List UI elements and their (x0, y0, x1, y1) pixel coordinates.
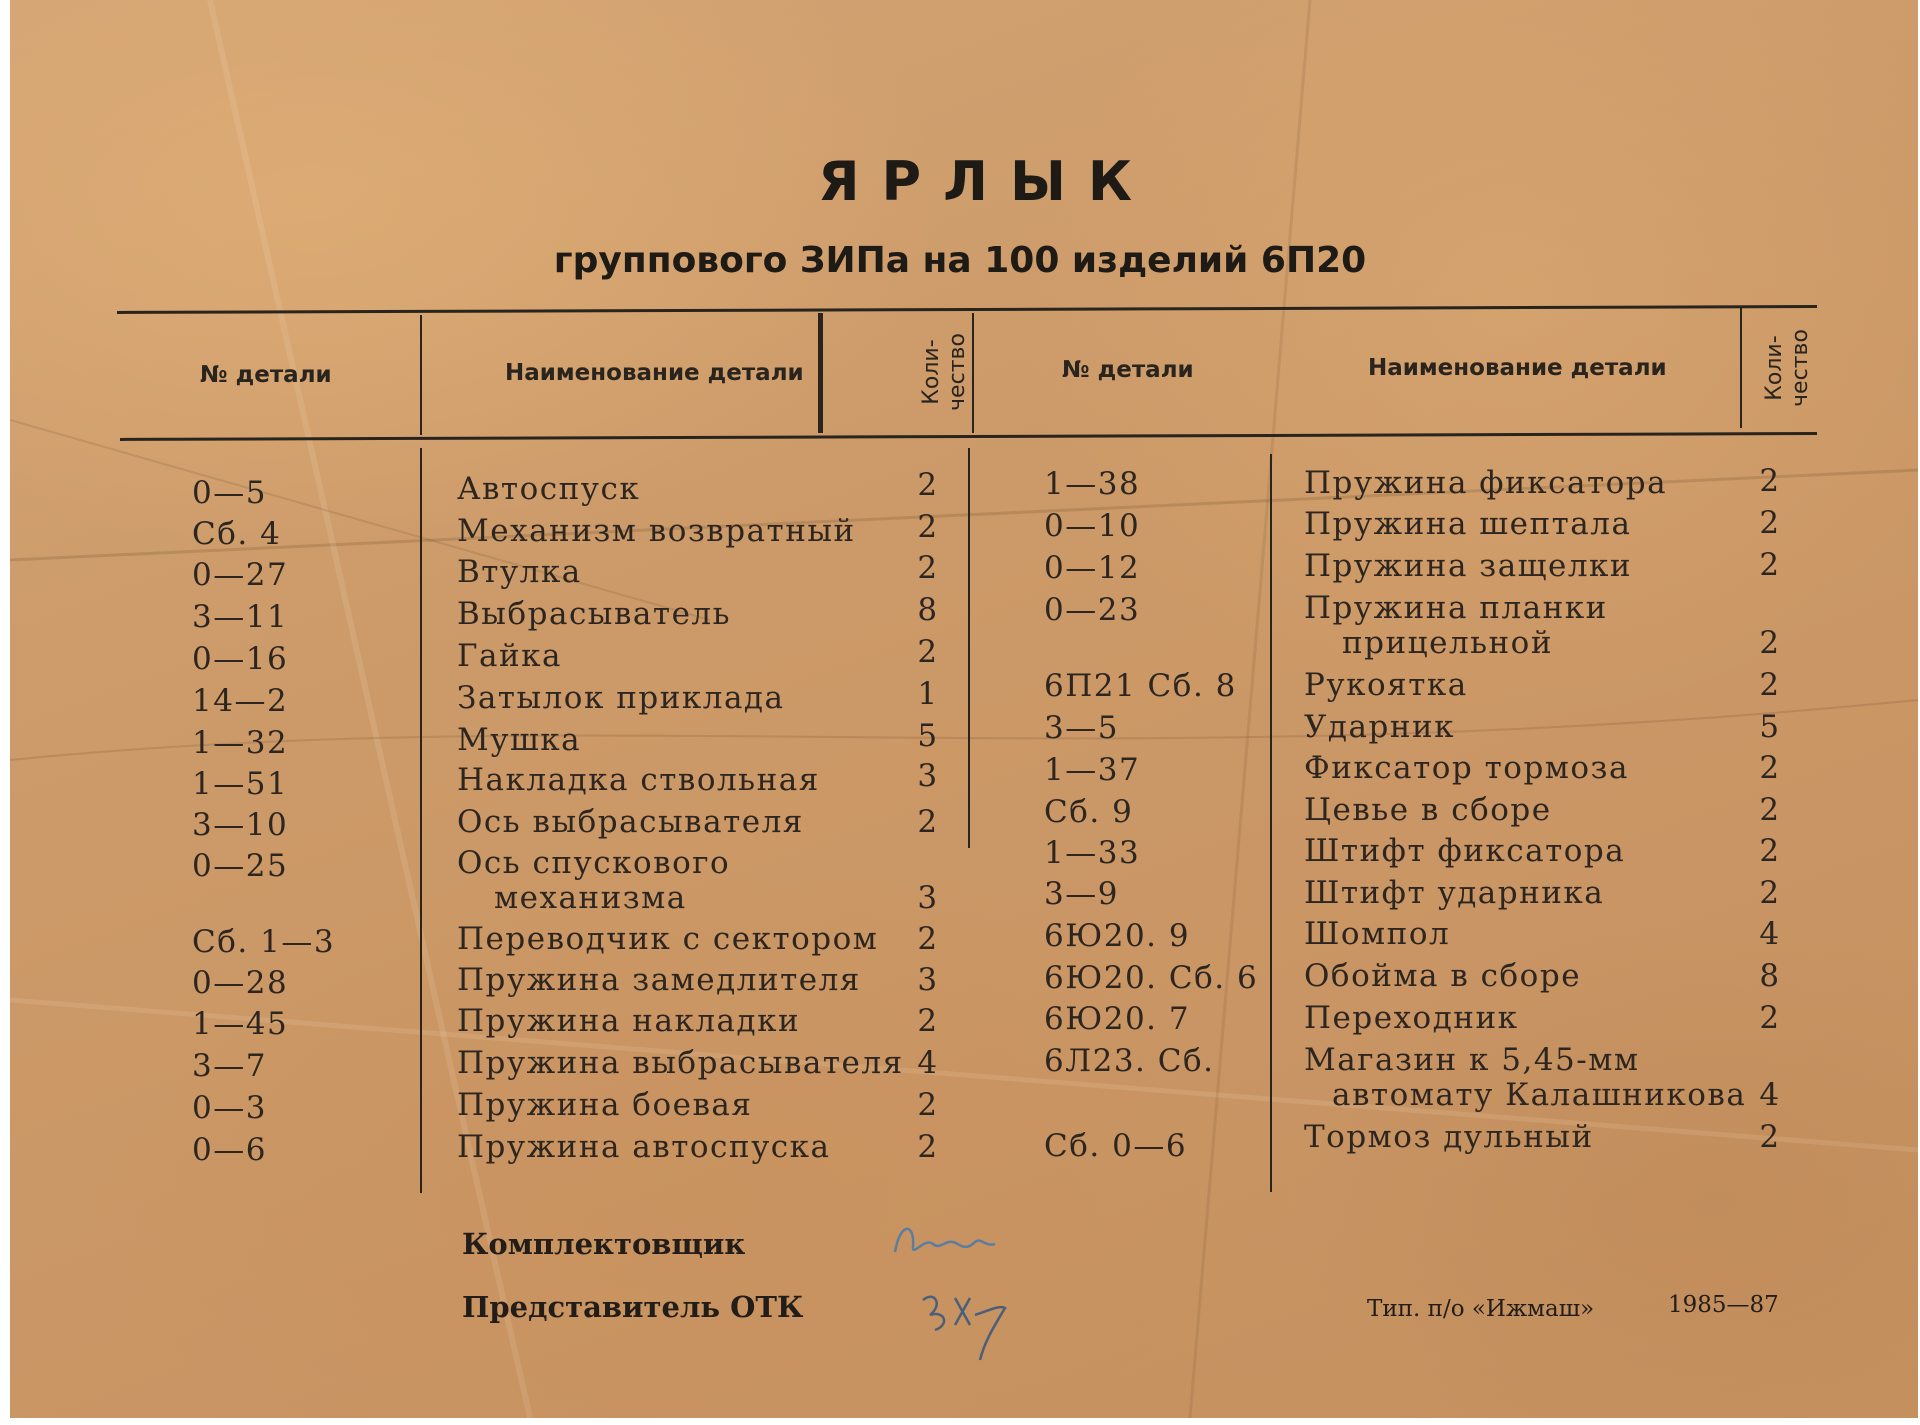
otk-representative-label: Представитель ОТК (462, 1290, 804, 1324)
table-cell-name: Пружина защелки (1304, 548, 1633, 584)
table-cell-no: 1—33 (1044, 835, 1141, 871)
table-cell-no: Сб. 4 (192, 516, 282, 552)
table-cell-qty: 3 (917, 758, 939, 794)
table-cell-no: 3—11 (192, 599, 289, 635)
table-cell-no: 0—28 (192, 965, 289, 1001)
table-cell-qty: 1 (917, 676, 939, 712)
table-cell-name: Штифт фиксатора (1304, 833, 1626, 869)
table-cell-name: Рукоятка (1304, 667, 1468, 703)
header-part-name-left: Наименование детали (505, 360, 804, 386)
table-cell-no: 0—12 (1044, 550, 1141, 586)
table-cell-name-cont: прицельной (1342, 625, 1554, 661)
table-cell-no: 0—23 (1044, 592, 1141, 628)
column-divider-2 (818, 313, 823, 433)
table-cell-qty: 2 (1759, 505, 1781, 541)
table-cell-no: 0—10 (1044, 508, 1141, 544)
table-cell-name: Переходник (1304, 1000, 1519, 1036)
table-header-rule (120, 432, 1817, 441)
header-part-no-right: № детали (1062, 357, 1194, 383)
packer-signature (885, 1212, 1005, 1272)
table-cell-qty: 2 (1759, 667, 1781, 703)
table-cell-qty: 3 (917, 880, 939, 916)
table-cell-no: 6П21 Сб. 8 (1044, 668, 1237, 704)
table-cell-no: 3—5 (1044, 710, 1119, 746)
table-cell-no: Сб. 9 (1044, 794, 1134, 830)
table-cell-qty: 5 (917, 718, 939, 754)
printer-imprint: Тип. п/о «Ижмаш» (1367, 1296, 1595, 1322)
table-cell-no: Сб. 1—3 (192, 924, 336, 960)
table-cell-name: Пружина фиксатора (1304, 465, 1668, 501)
table-cell-no: 0—6 (192, 1132, 267, 1168)
table-cell-no: 3—10 (192, 807, 289, 843)
table-cell-name: Выбрасыватель (457, 596, 731, 632)
table-cell-name: Переводчик с сектором (457, 921, 879, 957)
table-cell-qty: 2 (1759, 1000, 1781, 1036)
table-cell-no: 6Ю20. Сб. 6 (1044, 960, 1259, 996)
table-cell-name: Автоспуск (457, 471, 641, 507)
table-cell-name: Шомпол (1304, 916, 1451, 952)
table-cell-no: 0—5 (192, 475, 267, 511)
table-cell-no: 1—37 (1044, 752, 1141, 788)
packer-label: Комплектовщик (462, 1227, 746, 1261)
table-cell-name: Втулка (457, 554, 582, 590)
table-cell-no: Сб. 0—6 (1044, 1128, 1188, 1164)
table-cell-qty: 2 (1759, 750, 1781, 786)
table-cell-no: 0—3 (192, 1090, 267, 1126)
table-cell-qty: 2 (1759, 463, 1781, 499)
table-cell-no: 3—9 (1044, 876, 1119, 912)
table-cell-qty: 2 (1759, 625, 1781, 661)
table-cell-name: Мушка (457, 722, 582, 758)
table-cell-qty: 2 (917, 634, 939, 670)
printer-imprint-years: 1985—87 (1668, 1292, 1779, 1318)
table-cell-no: 1—51 (192, 766, 289, 802)
table-cell-qty: 2 (917, 1087, 939, 1123)
table-cell-name: Механизм возвратный (457, 513, 856, 549)
column-divider-1 (420, 315, 422, 435)
table-cell-no: 1—32 (192, 725, 289, 761)
header-part-name-right: Наименование детали (1368, 355, 1667, 381)
table-cell-qty: 2 (1759, 792, 1781, 828)
table-cell-qty: 3 (917, 962, 939, 998)
table-cell-name: Пружина выбрасывателя (457, 1045, 904, 1081)
table-cell-name: Ось выбрасывателя (457, 804, 804, 840)
header-qty-left: Коли- чество (919, 333, 970, 411)
page-title: ЯРЛЫК (817, 150, 1155, 213)
table-cell-qty: 2 (917, 467, 939, 503)
table-cell-no: 0—27 (192, 557, 289, 593)
table-cell-no: 6Ю20. 7 (1044, 1001, 1191, 1037)
table-cell-qty: 4 (1759, 1077, 1781, 1113)
table-cell-qty: 2 (1759, 875, 1781, 911)
table-cell-name: Накладка ствольная (457, 762, 820, 798)
table-cell-name: Ударник (1304, 709, 1456, 745)
table-cell-qty: 5 (1759, 709, 1781, 745)
table-cell-name: Цевье в сборе (1304, 792, 1552, 828)
table-cell-qty: 2 (917, 1003, 939, 1039)
column-divider-3b (968, 448, 970, 848)
table-cell-qty: 2 (917, 509, 939, 545)
table-cell-no: 3—7 (192, 1048, 267, 1084)
column-divider-1b (420, 448, 422, 1193)
table-cell-qty: 8 (1759, 958, 1781, 994)
table-cell-name: Пружина планки (1304, 590, 1608, 626)
table-cell-no: 14—2 (192, 683, 289, 719)
table-cell-no: 1—45 (192, 1006, 289, 1042)
table-cell-name: Затылок приклада (457, 680, 785, 716)
table-cell-no: 0—25 (192, 848, 289, 884)
header-qty-right: Коли- чество (1762, 329, 1813, 407)
column-divider-5 (1740, 308, 1742, 428)
otk-signature (915, 1280, 1025, 1370)
page-subtitle: группового ЗИПа на 100 изделий 6П20 (553, 240, 1367, 281)
table-cell-name: Тормоз дульный (1304, 1119, 1594, 1155)
table-cell-qty: 2 (1759, 1119, 1781, 1155)
table-cell-name: Гайка (457, 638, 563, 674)
table-cell-qty: 2 (917, 1129, 939, 1165)
table-cell-qty: 4 (917, 1045, 939, 1081)
table-cell-no: 1—38 (1044, 466, 1141, 502)
table-cell-name-cont: автомату Калашникова (1332, 1077, 1747, 1113)
table-cell-name: Пружина замедлителя (457, 962, 861, 998)
table-cell-qty: 4 (1759, 916, 1781, 952)
table-cell-name: Пружина шептала (1304, 506, 1632, 542)
table-cell-qty: 2 (917, 921, 939, 957)
header-part-no-left: № детали (200, 362, 332, 388)
table-cell-name: Магазин к 5,45-мм (1304, 1042, 1640, 1078)
table-cell-name: Пружина боевая (457, 1087, 753, 1123)
table-cell-qty: 8 (917, 592, 939, 628)
table-cell-name-cont: механизма (494, 880, 687, 916)
column-divider-3 (972, 313, 974, 433)
table-cell-name: Ось спускового (457, 845, 731, 881)
table-cell-name: Фиксатор тормоза (1304, 750, 1629, 786)
table-cell-no: 0—16 (192, 641, 289, 677)
table-cell-qty: 2 (917, 550, 939, 586)
table-cell-qty: 2 (917, 804, 939, 840)
table-cell-qty: 2 (1759, 547, 1781, 583)
table-cell-name: Пружина автоспуска (457, 1129, 831, 1165)
table-cell-name: Пружина накладки (457, 1003, 801, 1039)
kraft-paper-label (10, 0, 1918, 1418)
table-cell-name: Обойма в сборе (1304, 958, 1582, 994)
column-divider-4 (1270, 454, 1272, 1192)
table-cell-name: Штифт ударника (1304, 875, 1605, 911)
table-cell-no: 6Л23. Сб. (1044, 1043, 1215, 1079)
table-cell-qty: 2 (1759, 833, 1781, 869)
table-cell-no: 6Ю20. 9 (1044, 918, 1191, 954)
